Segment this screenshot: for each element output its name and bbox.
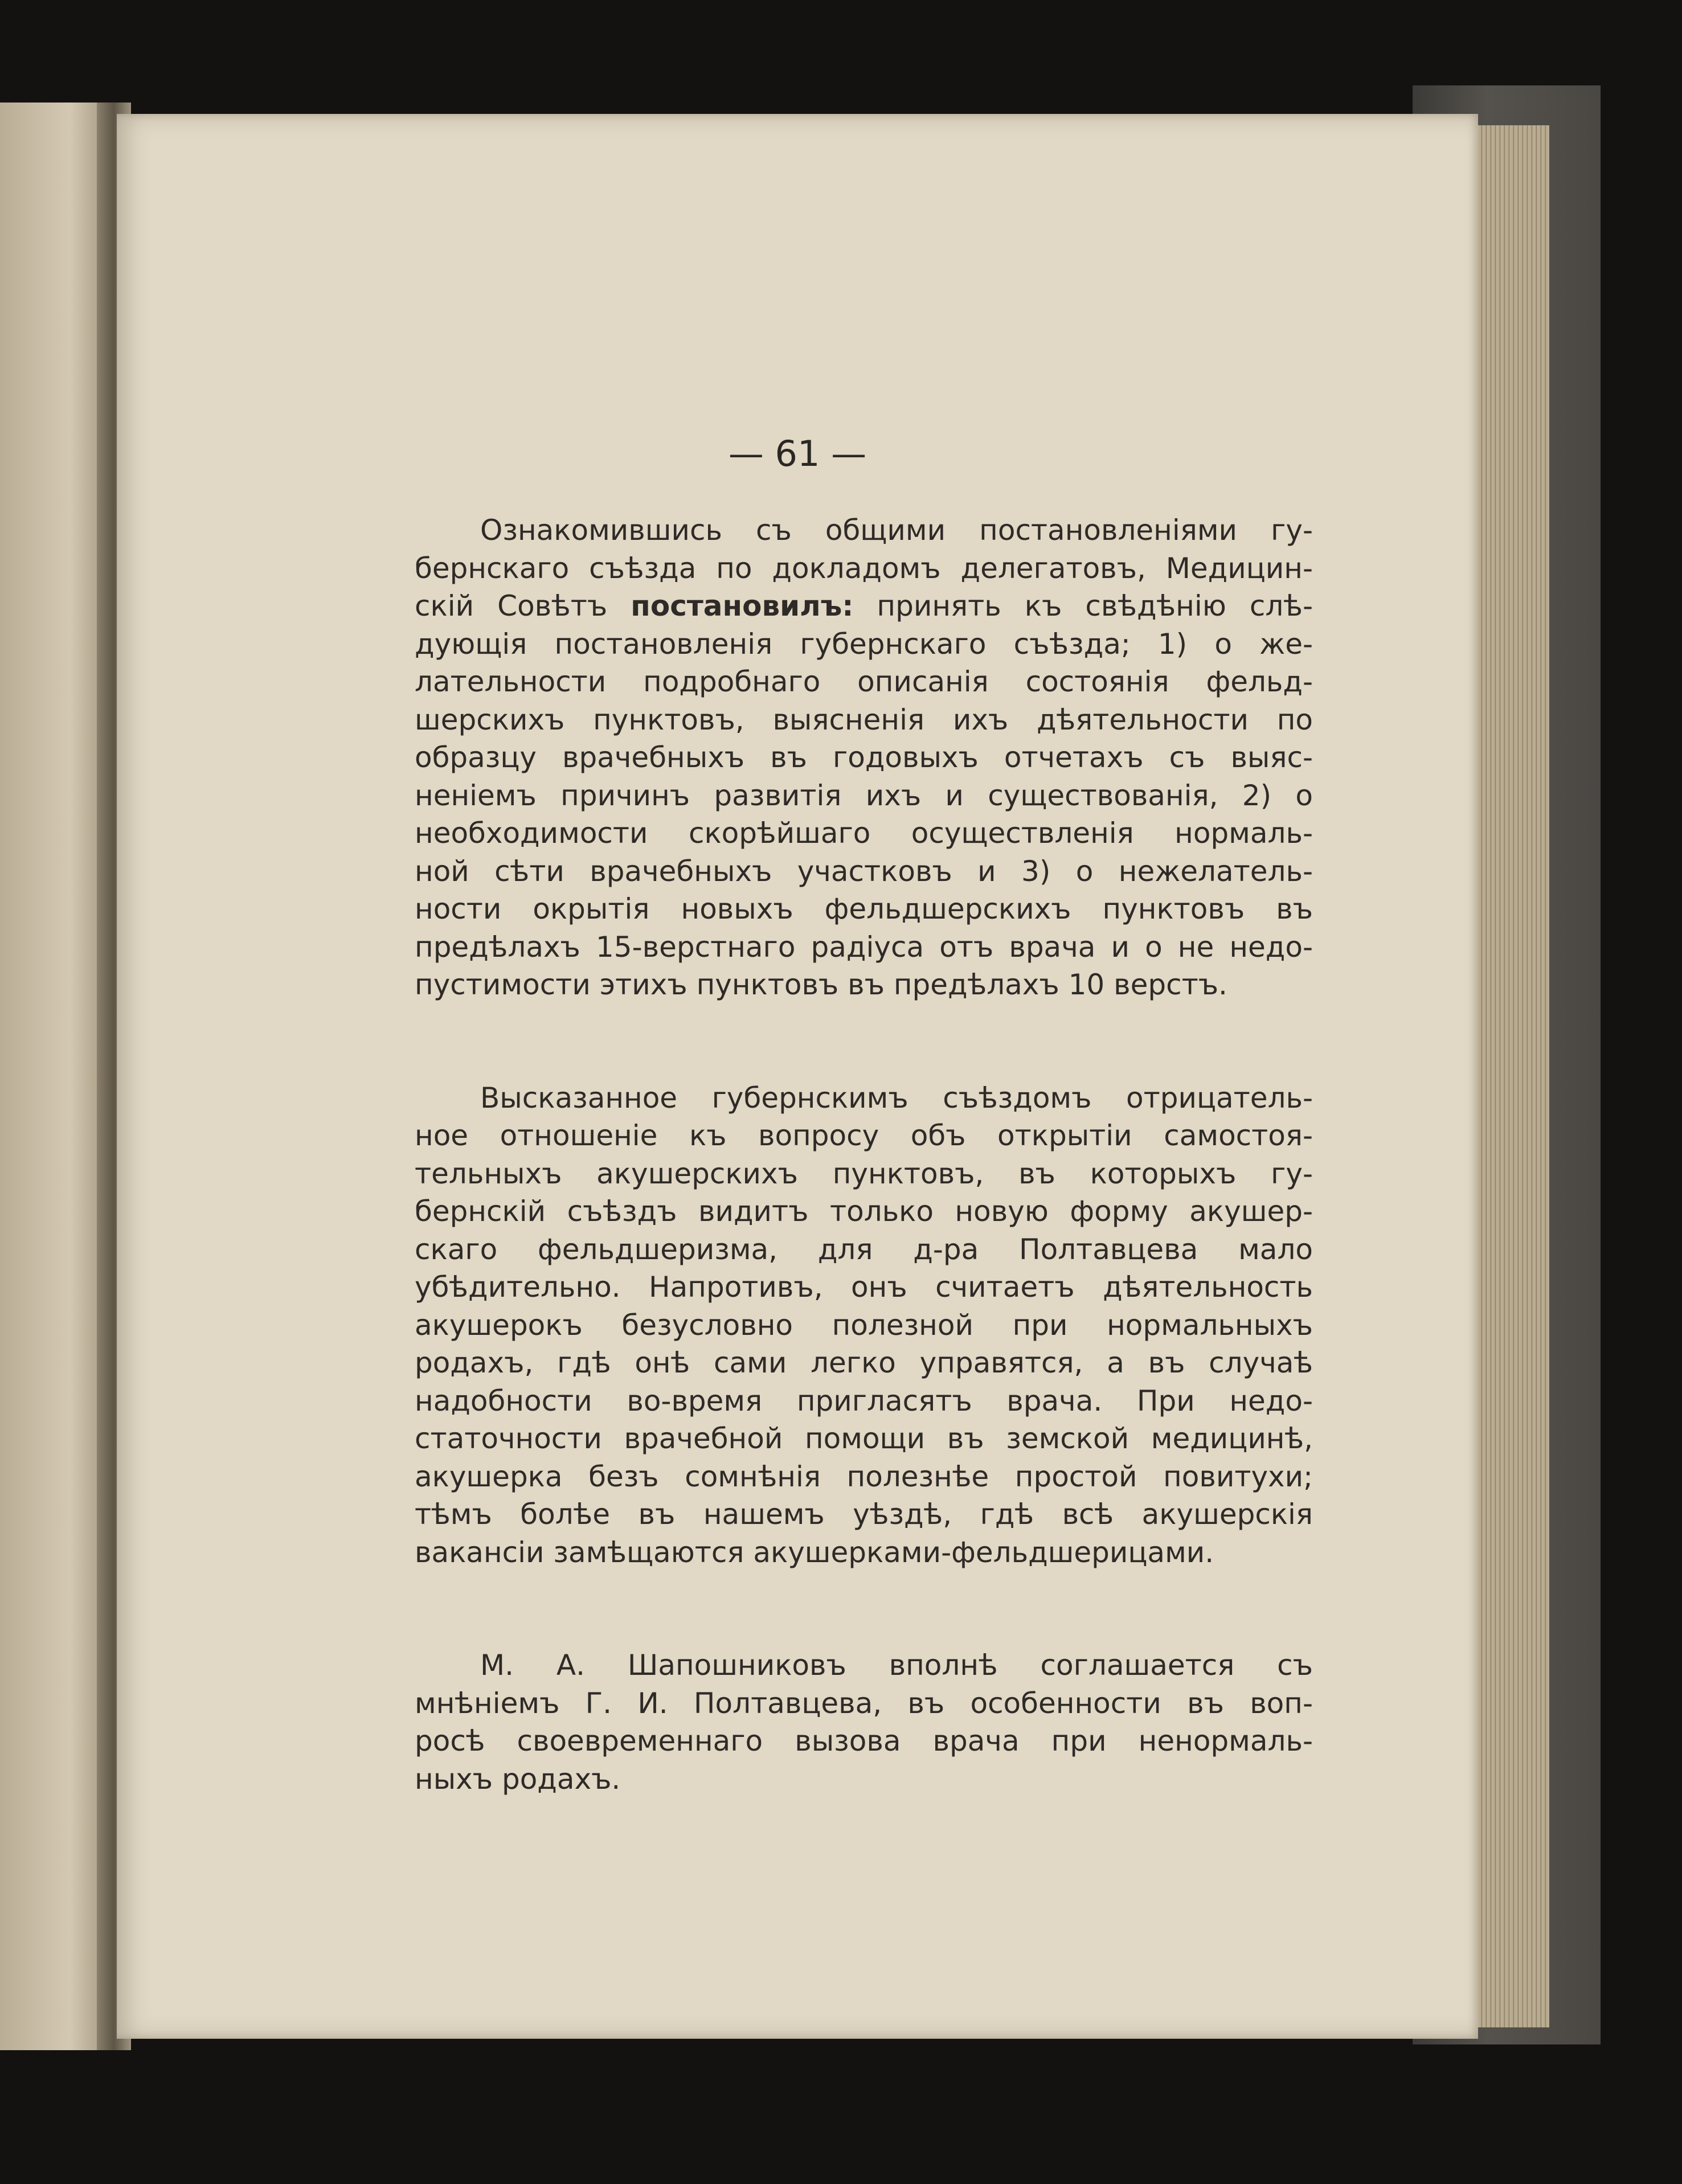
paragraph-1	[415, 511, 1313, 1004]
text-line: шерскихъ пунктовъ, выясненія ихъ дѣятельности по	[415, 703, 1313, 736]
text-line: вакансіи замѣщаются акушерками-фельдшерицами.	[415, 1535, 1214, 1569]
book-page	[117, 114, 1478, 2039]
page-number: — 61 —	[728, 433, 867, 474]
text-line: мнѣніемъ Г. И. Полтавцева, въ особенности въ воп-	[415, 1686, 1313, 1720]
text-line: статочности врачебной помощи въ земской медицинѣ,	[415, 1422, 1313, 1455]
bold-term: постановилъ:	[631, 589, 854, 622]
page-edges	[1470, 125, 1549, 2027]
text-line-with-bold	[415, 587, 1313, 625]
paragraph-2	[415, 1079, 1313, 1572]
text-line: лательности подробнаго описанія состоянія фельд-	[415, 665, 1313, 698]
text-line: скаго фельдшеризма, для д-ра Полтавцева мало	[415, 1232, 1313, 1266]
text-fragment: принять къ свѣдѣнію слѣ-	[853, 589, 1313, 622]
text-line: предѣлахъ 15-верстнаго радіуса отъ врача и о не недо-	[415, 930, 1313, 964]
text-line: ной сѣти врачебныхъ участковъ и 3) о нежелатель-	[415, 854, 1313, 888]
text-line: акушерокъ безусловно полезной при нормальныхъ	[415, 1308, 1313, 1342]
page-text	[415, 511, 1313, 1798]
text-fragment: скій Совѣтъ	[415, 589, 631, 622]
text-line: родахъ, гдѣ онѣ сами легко управятся, а въ случаѣ	[415, 1346, 1313, 1379]
text-line: неніемъ причинъ развитія ихъ и существованія, 2) о	[415, 778, 1313, 812]
text-line: убѣдительно. Напротивъ, онъ считаетъ дѣятельность	[415, 1271, 1313, 1304]
text-line: ности окрытія новыхъ фельдшерскихъ пунктовъ въ	[415, 892, 1313, 925]
paragraph-3	[415, 1646, 1313, 1798]
text-line: тельныхъ акушерскихъ пунктовъ, въ которыхъ гу-	[415, 1157, 1313, 1190]
text-line: образцу врачебныхъ въ годовыхъ отчетахъ съ выяс-	[415, 741, 1313, 774]
text-line: акушерка безъ сомнѣнія полезнѣе простой повитухи;	[415, 1460, 1313, 1493]
text-line: ныхъ родахъ.	[415, 1762, 621, 1796]
text-line: Ознакомившись съ общими постановленіями гу-	[480, 514, 1313, 547]
text-line: росѣ своевременнаго вызова врача при ненормаль-	[415, 1724, 1313, 1757]
text-line: пустимости этихъ пунктовъ въ предѣлахъ 10 верстъ.	[415, 968, 1227, 1001]
text-line: дующія постановленія губернскаго съѣзда; 1) о же-	[415, 627, 1313, 661]
paragraph-gap	[415, 1004, 1313, 1079]
text-line: М. А. Шапошниковъ вполнѣ соглашается съ	[480, 1649, 1313, 1682]
text-line: надобности во-время пригласятъ врача. При недо-	[415, 1384, 1313, 1417]
text-line: тѣмъ болѣе въ нашемъ уѣздѣ, гдѣ всѣ акушерскія	[415, 1498, 1313, 1531]
text-line: бернскій съѣздъ видитъ только новую форму акушер-	[415, 1195, 1313, 1228]
text-line: необходимости скорѣйшаго осуществленія нормаль-	[415, 817, 1313, 850]
text-line: Высказанное губернскимъ съѣздомъ отрицатель-	[480, 1081, 1313, 1114]
text-line: бернскаго съѣзда по докладомъ делегатовъ, Медицин-	[415, 551, 1313, 585]
paragraph-gap	[415, 1571, 1313, 1646]
text-line: ное отношеніе къ вопросу объ открытіи самостоя-	[415, 1119, 1313, 1152]
